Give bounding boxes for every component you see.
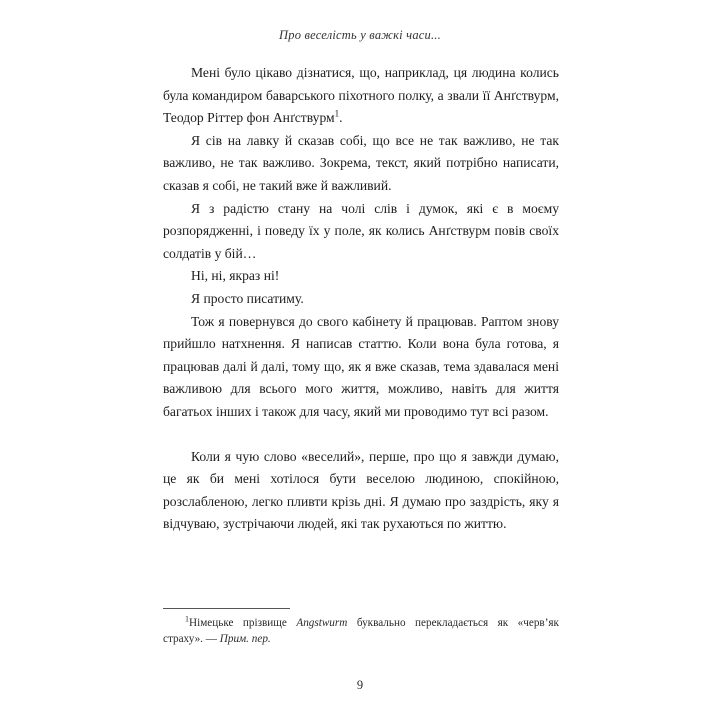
- paragraph: [163, 130, 559, 198]
- footnote-italic-term: Angstwurm: [296, 617, 348, 629]
- running-head: Про веселість у важкі часи...: [279, 28, 441, 42]
- paragraph-text-tail: .: [339, 110, 343, 126]
- page-number: 9: [356, 678, 364, 692]
- paragraph-text: Тож я повернувся до свого кабінету й працював. Раптом знову прийшло натхнення. Я написав статтю. Коли вона була готова, я працював далі й далі, тому що, як я вже сказав, тема здавалася мені важливою для всього мого життя, можливо, навіть для життя багатьох інших і також для часу, який ми проводимо тут всі разом.: [163, 313, 559, 419]
- paragraph-text: Ні, ні, якраз ні!: [191, 268, 280, 284]
- footnote-reference-marker[interactable]: 1: [334, 108, 340, 119]
- paragraph: [163, 198, 559, 266]
- footnote-marker: 1: [185, 614, 189, 624]
- paragraph-text: Мені було цікаво дізнатися, що, наприклад, ця людина колись була командиром баварського піхотного полку, а звали її Анґствурм, Теодор Ріттер фон Анґствурм: [163, 65, 559, 126]
- paragraph-text: Я просто писатиму.: [191, 290, 304, 306]
- footnote: [163, 615, 559, 648]
- footnote-separator-rule: [163, 608, 290, 609]
- footnote-area: [163, 608, 559, 648]
- paragraph: [163, 62, 559, 130]
- footnote-text-part1: Німецьке прізвище: [189, 617, 297, 629]
- footnote-text-part2: буквально перекладається як «черв’як страху». —: [163, 617, 559, 646]
- paragraph: [163, 265, 559, 288]
- paragraph-text: Коли я чую слово «веселий», перше, про що я завжди думаю, це як би мені хотілося бути веселою людиною, спокійною, розслабленою, легко пливти крізь дні. Я думаю про заздрість, яку я відчуваю, зустрічаючи людей, які так рухаються по життю.: [163, 448, 559, 532]
- body-text-block: [163, 62, 559, 536]
- paragraph-text: Я сів на лавку й сказав собі, що все не так важливо, не так важливо, не так важливо. Зокрема, текст, який потрібно написати, сказав я собі, не такий вже й важливий.: [163, 132, 559, 193]
- paragraph: [163, 446, 559, 536]
- paragraph-text: Я з радістю стану на чолі слів і думок, які є в моєму розпорядженні, і поведу їх у поле, як колись Анґствурм повів своїх солдатів у бій…: [163, 200, 559, 261]
- paragraph: [163, 288, 559, 311]
- footnote-attribution: Прим. пер.: [219, 633, 271, 646]
- paragraph: [163, 311, 559, 424]
